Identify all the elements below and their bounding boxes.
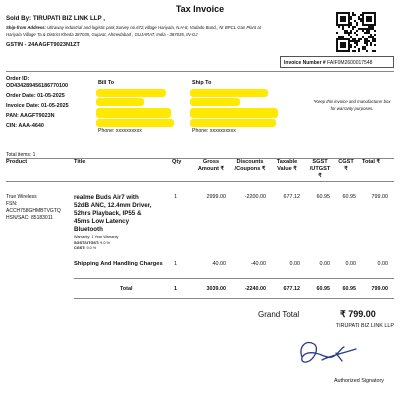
order-id-label: Order ID:: [6, 76, 30, 82]
bill-to-redaction: [96, 108, 171, 118]
cgst-rate-label: CGST:: [74, 246, 86, 250]
cgst-rate: [74, 246, 174, 252]
bill-to-redaction: [96, 98, 144, 106]
signatory-company: TIRUPATI BIZ LINK LLP: [335, 323, 394, 329]
shipping-gross: 40.00: [212, 261, 226, 267]
header-total: Total ₹: [362, 159, 381, 165]
shipping-discount: -40.00: [250, 261, 266, 267]
shipping-cgst: 0.00: [345, 261, 356, 267]
qr-module: [350, 32, 352, 34]
header-discounts-line1: Discounts: [236, 159, 264, 165]
grand-total-value: ₹ 799.00: [340, 309, 376, 319]
header-qty: Qty: [172, 159, 182, 165]
ship-from-address: [6, 24, 276, 38]
product-title-line: Bluetooth: [74, 226, 103, 233]
header-cgst: [336, 159, 356, 173]
fsn-value: ACCH758GHMBTVGTQ: [6, 208, 61, 214]
qr-module: [374, 44, 376, 46]
item-gross: 2999.00: [206, 194, 226, 200]
ship-to-redaction: [190, 89, 268, 97]
header-gross: [196, 159, 226, 173]
shipping-qty: 1: [174, 261, 177, 267]
order-id-value: OD434289456186770100: [6, 83, 69, 89]
qr-module: [366, 44, 368, 46]
warranty-note: *Keep this invoice and manufacturer box for warranty purposes.: [313, 99, 391, 111]
qr-module: [370, 20, 372, 22]
header-taxable-line2: Value ₹: [277, 166, 297, 172]
header-taxable-line1: Taxable: [276, 159, 298, 165]
qr-module: [374, 50, 376, 52]
header-sgst-line1: SGST: [312, 159, 328, 165]
sold-by: Sold By: TIRUPATI BIZ LINK LLP ,: [6, 15, 105, 22]
header-cgst-line2: ₹: [344, 166, 348, 172]
shipping-sgst: 0.00: [319, 261, 330, 267]
hsn: HSN/SAC: 85183011: [6, 215, 53, 221]
qr-module: [358, 50, 360, 52]
product-identifiers: [6, 194, 72, 222]
bill-to: [98, 80, 183, 86]
item-cgst: 60.95: [342, 194, 356, 200]
product-notes: [74, 235, 174, 252]
invoice-date: Invoice Date: 01-05-2025: [6, 103, 69, 109]
ship-to-redaction: [190, 119, 276, 127]
qr-module: [338, 26, 340, 28]
header-sgst: [308, 159, 332, 180]
qr-module: [360, 38, 362, 40]
ship-to-phone: Phone: xxxxxxxxxx: [192, 128, 236, 134]
divider-header: [6, 181, 394, 182]
header-sgst-line2: /UTGST: [309, 166, 331, 172]
divider-totals-bottom: [74, 298, 394, 299]
header-discounts-line2: /Coupons ₹: [234, 166, 266, 172]
gstin: GSTIN - 24AAGFT9023N1ZT: [6, 42, 80, 48]
header-sgst-line3: ₹: [318, 173, 322, 179]
qr-module: [354, 50, 356, 52]
qr-code-icon: [336, 12, 376, 52]
document-title: Tax Invoice: [175, 4, 225, 14]
qr-module: [354, 46, 356, 48]
product-title-line: 52hrs Playback, IP55 &: [74, 210, 142, 217]
invoice-number-box: [280, 56, 394, 68]
ship-to-redaction: [190, 98, 240, 106]
grand-total-label: Grand Total: [258, 310, 300, 319]
ship-to-label: Ship To: [192, 80, 212, 86]
qr-module: [370, 44, 372, 46]
ship-from-label: Ship-from Address:: [6, 25, 46, 30]
cgst-rate-value: 9.0 %: [86, 246, 97, 250]
cin: CIN: AAA-4640: [6, 123, 44, 129]
qr-module: [348, 50, 350, 52]
item-sgst: 60.95: [316, 194, 330, 200]
qr-module: [344, 46, 346, 48]
product-title: [74, 194, 164, 234]
ship-from-text: Ultraway industrial and logistic park,Survey no.672,village Hariyala, N.H-8, Vadado Bund,, Nr BPCL Gas Plant at Hariyala Village Ta & District Kheda 387035, Gujarat, Ahmedabad , GUJARAT, India - 387035, IN-GJ: [6, 25, 261, 37]
qr-module: [350, 18, 352, 20]
fsn-label: FSN:: [6, 201, 18, 207]
item-total: 799.00: [371, 194, 388, 200]
header-gross-line1: Gross: [202, 159, 220, 165]
shipping-taxable: 0.00: [289, 261, 300, 267]
qr-module: [336, 32, 338, 34]
item-discount: -2200.00: [244, 194, 266, 200]
shipping-total: 0.00: [377, 261, 388, 267]
total-items: Total items: 1: [6, 152, 36, 158]
qr-module: [374, 34, 376, 36]
product-name: True Wireless: [6, 194, 37, 200]
product-title-line: 45ms Low Latency: [74, 218, 130, 225]
authorized-signatory: Authorized Signatory: [333, 378, 384, 384]
ship-to: [192, 80, 277, 86]
header-title: Title: [74, 159, 86, 165]
bill-to-redaction: [96, 119, 174, 127]
bill-to-redaction: [96, 89, 166, 97]
qr-module: [344, 20, 346, 22]
product-title-line: realme Buds Air7 with: [74, 194, 139, 201]
product-title-line: 52dB ANC, 12.4mm Driver,: [74, 202, 152, 209]
totals-total: 799.00: [371, 286, 388, 292]
header-gross-line2: Amount ₹: [197, 166, 225, 172]
qr-module: [350, 46, 352, 48]
qr-module: [374, 40, 376, 42]
totals-qty: 1: [174, 286, 177, 292]
totals-gross: 3039.00: [206, 286, 226, 292]
totals-label: Total: [120, 286, 133, 292]
order-date: Order Date: 01-05-2025: [6, 93, 65, 99]
header-product: Product: [6, 159, 28, 165]
totals-cgst: 60.95: [342, 286, 356, 292]
header-taxable: [274, 159, 300, 173]
qr-module: [354, 26, 356, 28]
qr-module: [352, 28, 354, 30]
qr-module: [348, 26, 350, 28]
signature-icon: [292, 335, 362, 371]
bill-to-phone: Phone: xxxxxxxxxx: [98, 128, 142, 134]
pan: PAN: AAGFT9023N: [6, 113, 55, 119]
qr-module: [374, 30, 376, 32]
qr-module: [356, 44, 358, 46]
header-discounts: [232, 159, 268, 173]
totals-discount: -2240.00: [244, 286, 266, 292]
qr-module: [356, 30, 358, 32]
totals-taxable: 677.12: [283, 286, 300, 292]
totals-sgst: 60.95: [316, 286, 330, 292]
order-details: [6, 76, 86, 130]
item-qty: 1: [174, 194, 177, 200]
ship-to-redaction: [190, 108, 278, 118]
qr-module: [356, 24, 358, 26]
divider-totals-top: [74, 278, 394, 279]
qr-module: [366, 50, 368, 52]
sgst-rate-value: 9.0 %: [100, 240, 110, 245]
item-taxable: 677.12: [283, 194, 300, 200]
warranty: Warranty: 1 Year Warranty: [74, 235, 119, 239]
sgst-rate-label: SGST/UTGST:: [74, 240, 100, 245]
qr-module: [356, 34, 358, 36]
qr-module: [354, 14, 356, 16]
invoice-number-label: Invoice Number #: [284, 60, 326, 66]
divider-top: [6, 71, 394, 72]
invoice-number-value: FAIF0M2600017548: [327, 60, 373, 66]
header-cgst-line1: CGST: [338, 159, 354, 165]
qr-module: [358, 40, 360, 42]
qr-module: [374, 24, 376, 26]
bill-to-label: Bill To: [98, 80, 115, 86]
shipping-label: Shipping And Handling Charges: [74, 261, 163, 267]
